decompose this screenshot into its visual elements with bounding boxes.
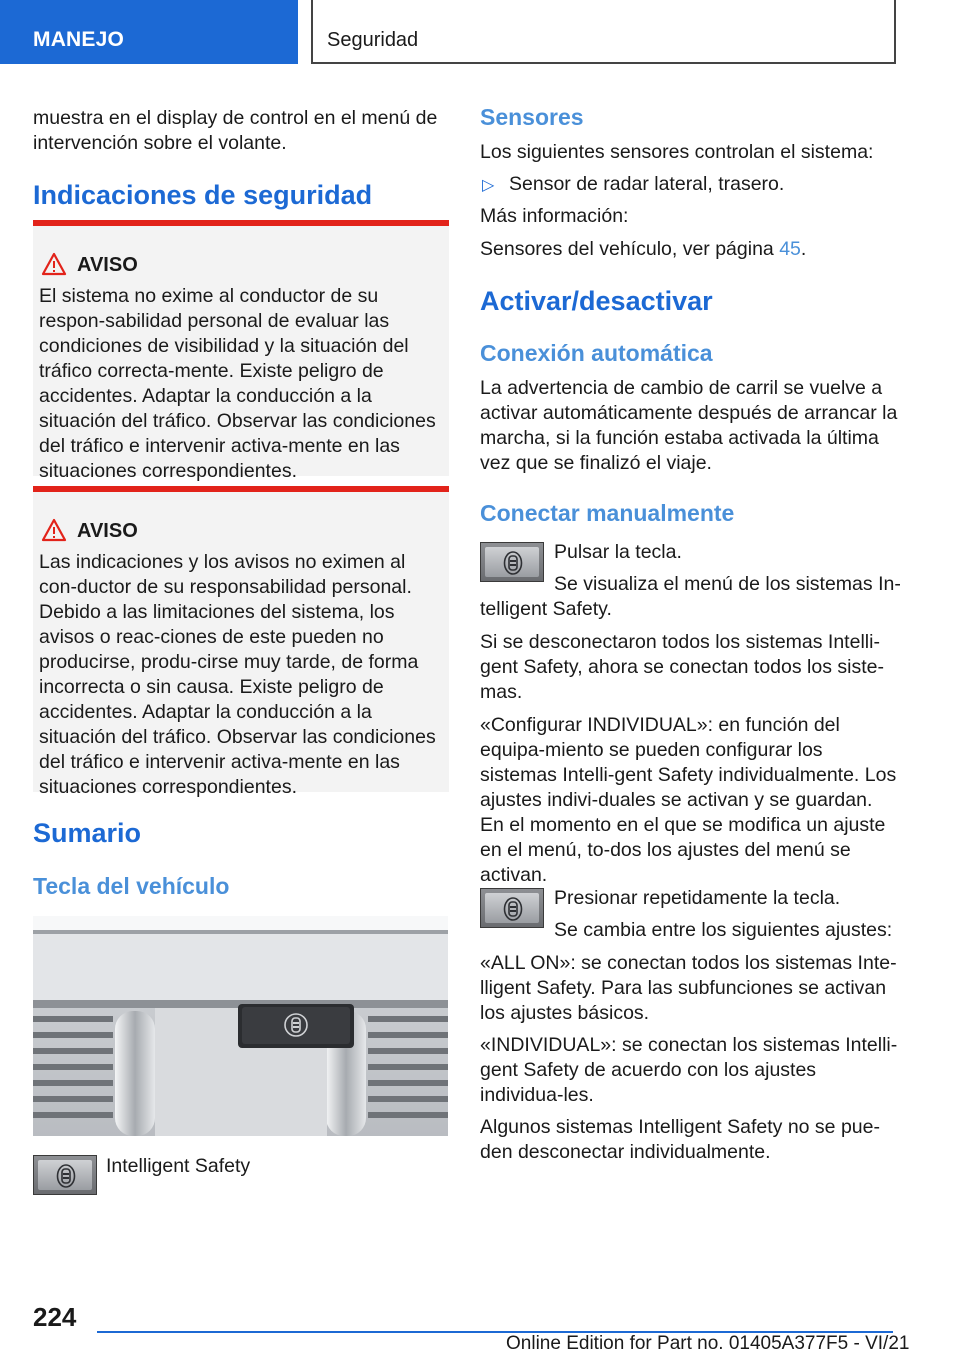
sensors-heading: Sensores — [480, 104, 584, 130]
header-topic-label: Seguridad — [327, 29, 419, 51]
warning-box-2 — [33, 486, 449, 798]
warning-2-title: AVISO — [77, 520, 138, 542]
sensors-bullet: Sensor de radar lateral, trasero. — [509, 173, 785, 195]
press-step-1: Presionar repetidamente la tecla. — [554, 887, 841, 909]
all-on-description: «ALL ON»: se conectan todos los sistemas Inte-lligent Safety. Para las subfunciones se activan los ajustes básicos. — [480, 952, 897, 1024]
more-info-label: Más información: — [480, 205, 629, 227]
auto-text: La advertencia de cambio de carril se vuelve a activar automáticamente después de arrancar la marcha, si la función estaba activada la última vez que se finalizó el viaje. — [480, 377, 898, 474]
activate-heading: Activar/desactivar — [480, 286, 713, 316]
button-caption: Intelligent Safety — [106, 1155, 251, 1177]
press-step-2: Se cambia entre los siguientes ajustes: — [554, 919, 893, 941]
manual-paragraph-2: «Configurar INDIVIDUAL»: en función del equipa-miento se pueden configurar los sistemas Intelli-gent Safety individualmente. Los ajustes indivi-duales se activan y se guardan. En el momento en el que se modifica un ajuste en el menú, to-dos los ajustes del menú se activan. — [480, 714, 897, 886]
auto-heading: Conexión automática — [480, 340, 713, 366]
note-paragraph: Algunos sistemas Intelligent Safety no se pue-den desconectar individualmente. — [480, 1116, 880, 1163]
header-section-label: MANEJO — [33, 28, 125, 51]
warning-triangle-icon — [41, 518, 67, 542]
warning-2-text: Las indicaciones y los avisos no eximen al con-ductor de su responsabilidad personal. Debido a las limitaciones del sistema, los avisos o reac-ciones de este pueden no producirse, produ-cirse muy tarde, de forma incorrecta o sin causa. Existe peligro de accidentes. Adaptar la conducción a la situación del tráfico. Observar las condiciones del tráfico e intervenir activa-mente en las situaciones correspondientes. — [39, 551, 436, 798]
warning-1-text: El sistema no exime al conductor de su respon-sabilidad personal de evaluar las condiciones de visibilidad y la situación del tráfico correcta-mente. Existe peligro de accidentes. Adaptar la conducción a la situación del tráfico. Observar las condiciones del tráfico e intervenir activa-mente en las situaciones correspondientes. — [39, 285, 436, 482]
page-number: 224 — [33, 1302, 77, 1332]
warning-triangle-icon — [41, 252, 67, 276]
vehicle-button-photo — [33, 916, 448, 1136]
manual-step-2-cont: telligent Safety. — [480, 598, 612, 620]
manual-step-1: Pulsar la tecla. — [554, 541, 682, 563]
footer-edition: Online Edition for Part no. 01405A377F5 - VI/21 — [506, 1333, 910, 1354]
intro-paragraph: muestra en el display de control en el menú de intervención sobre el volante. — [33, 107, 438, 154]
warning-1-title: AVISO — [77, 254, 138, 276]
safety-heading: Indicaciones de seguridad — [33, 180, 373, 210]
intelligent-safety-button-icon — [33, 1155, 97, 1195]
intelligent-safety-button-icon — [480, 888, 544, 928]
manual-paragraph-1: Si se desconectaron todos los sistemas Intelli-gent Safety, ahora se conectan todos los siste-mas. — [480, 631, 884, 703]
intelligent-safety-button-icon — [480, 542, 544, 582]
sensors-text: Los siguientes sensores controlan el sistema: — [480, 141, 874, 163]
header-topic-tab — [311, 0, 896, 64]
warning-box-1 — [33, 220, 449, 482]
sensors-reference: Sensores del vehículo, ver página 45. — [480, 238, 807, 260]
header-section-tab — [0, 0, 298, 64]
bullet-triangle-icon: ▷ — [482, 177, 495, 194]
manual-step-2: Se visualiza el menú de los sistemas In- — [554, 573, 901, 595]
individual-description: «INDIVIDUAL»: se conectan los sistemas Intelli-gent Safety de acuerdo con los ajustes individua-les. — [480, 1034, 898, 1106]
manual-heading: Conectar manualmente — [480, 500, 735, 526]
page-link-45[interactable]: 45 — [779, 238, 801, 260]
button-heading: Tecla del vehículo — [33, 873, 230, 899]
summary-heading: Sumario — [33, 818, 142, 848]
